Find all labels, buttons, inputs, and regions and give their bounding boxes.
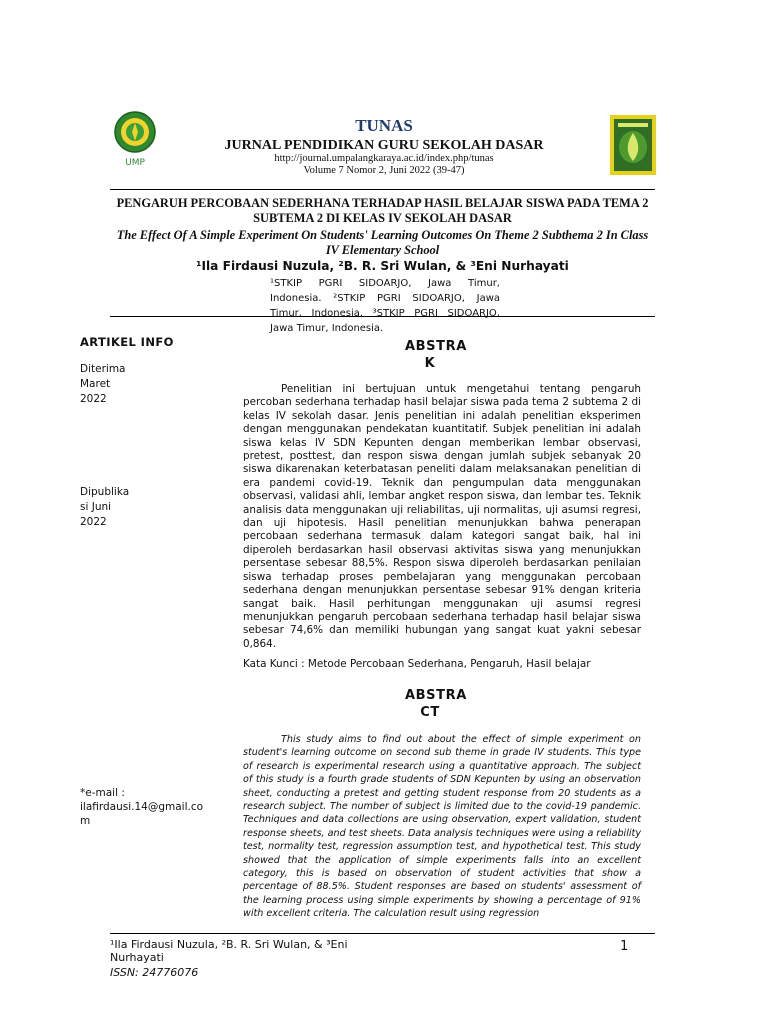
logo-label: UMP [125,158,145,168]
abstrak-paragraph: Penelitian ini bertujuan untuk mengetahui tentang pengaruh percoban sederhana terhadap hasil belajar siswa pada tema 2 subtema 2 di kelas IV sekolah dasar. Jenis penelitian ini adalah penelitian eksperimen dengan menggunakan pendekatan kuantitatif. Subjek penelitian ini adalah siswa kelas IV SDN Kepunten dengan memberikan lembar observasi, pretest, posttest, dan respon siswa dengan jumlah subjek sebanyak 20 siswa dikarenakan keterbatasan peneliti dalam melaksanakan penelitian di era pandemi covid-19. Teknik dan pengumpulan data menggunakan observasi, validasi ahli, lembar angket respon siswa, dan lembar tes. Teknik analisis data menggunakan uji reliabilitas, uji normalitas, uji asumsi regresi, dan uji hipotesis. Hasil penelitian menunjukkan bahwa penerapan percobaan sederhana termasuk dalam kategori sangat baik, hal ini diperoleh berdasarkan hasil observasi aktivitas siswa yang menunjukkan persentase sebesar 88,5%. Respon siswa diperoleh berdasarkan penilaian siswa terhadap proses pembelajaran yang menggunakan percobaan sederhana dengan menunjukkan persentase sebesar 91% dengan kriteria sangat baik. Hasil perhitungan menggunakan uji asumsi regresi menunjukkan pengaruh percobaan sederhana terhadap hasil belajar siswa sebesar 74,6% dan memiliki hubungan yang sangat kuat yakni sebesar 0,864. [243,383,641,650]
page-number: 1 [620,939,629,954]
published-date [80,485,170,530]
abstrak-body [243,383,641,651]
paper-title: PENGARUH PERCOBAAN SEDERHANA TERHADAP HASIL BELAJAR SISWA PADA TEMA 2 SUBTEMA 2 DI KELAS IV SEKOLAH DASAR [116,196,649,225]
journal-title: TUNAS [355,116,413,135]
published-label-1: Dipublika [80,486,130,498]
published-label-2: si Juni [80,501,112,513]
footer-issn: ISSN: 24776076 [110,966,199,979]
paper-title-english: The Effect Of A Simple Experiment On Students' Learning Outcomes On Theme 2 Subthema 2 In Class IV Elementary School [116,228,649,257]
email-address[interactable]: ilafirdausi.14@gmail.com [80,801,204,827]
abstrak-heading [405,338,467,372]
article-info-heading: ARTIKEL INFO [80,335,174,349]
abstract-body [243,733,641,921]
header-divider [110,189,655,190]
footer-divider [110,933,655,934]
email-block [80,786,210,828]
received-date [80,362,170,407]
abstract-heading-line-2: CT [420,705,440,720]
title-divider [110,316,655,317]
journal-volume: Volume 7 Nomor 2, Juni 2022 (39-47) [303,165,465,176]
abstract-paragraph: This study aims to find out about the effect of simple experiment on student's learning outcome on second sub theme in grade IV students. This type of research is experimental research using a quantitative approach. The subject of this study is a fourth grade students of SDN Kepunten by using an observation sheet, conducting a pretest and getting student response from 20 students as a research subject. The number of subject is limited due to the covid-19 pandemic. Techniques and data collections are using observation, expert validation, student response sheets, and test sheets. Data analysis techniques were using a reliability test, normality test, regression assumption test, and hypothetical test. This study showed that the application of simple experiments falls into an excellent category, this is based on observation of student activities that show a percentage of 88.5%. Student responses are based on students' assessment of the learning process using simple experiments by showing a percentage of 91% with excellent criteria. The calculation result using regression [243,734,641,920]
abstract-heading-line-1: ABSTRA [405,688,467,703]
received-month: Maret [80,378,111,390]
abstract-heading [405,687,467,721]
received-label: Diterima [80,363,126,375]
published-year: 2022 [80,516,107,528]
abstrak-heading-line-1: ABSTRA [405,339,467,354]
journal-url: http://journal.umpalangkaraya.ac.id/index.php/tunas [274,153,494,164]
author-list: ¹Ila Firdausi Nuzula, ²B. R. Sri Wulan, & ³Eni Nurhayati [196,259,569,273]
abstrak-heading-line-2: K [424,356,436,371]
email-label: *e-mail : [80,787,125,799]
affiliations: ¹STKIP PGRI SIDOARJO, Jawa Timur, Indonesia. ²STKIP PGRI SIDOARJO, Jawa Timur, Indonesia. ³STKIP PGRI SIDOARJO, Jawa Timur, Indonesia. [270,278,500,334]
journal-subtitle: JURNAL PENDIDIKAN GURU SEKOLAH DASAR [224,138,544,153]
footer-authors: ¹Ila Firdausi Nuzula, ²B. R. Sri Wulan, & ³Eni Nurhayati [110,938,348,964]
keywords: Kata Kunci : Metode Percobaan Sederhana, Pengaruh, Hasil belajar [243,658,591,670]
received-year: 2022 [80,393,107,405]
